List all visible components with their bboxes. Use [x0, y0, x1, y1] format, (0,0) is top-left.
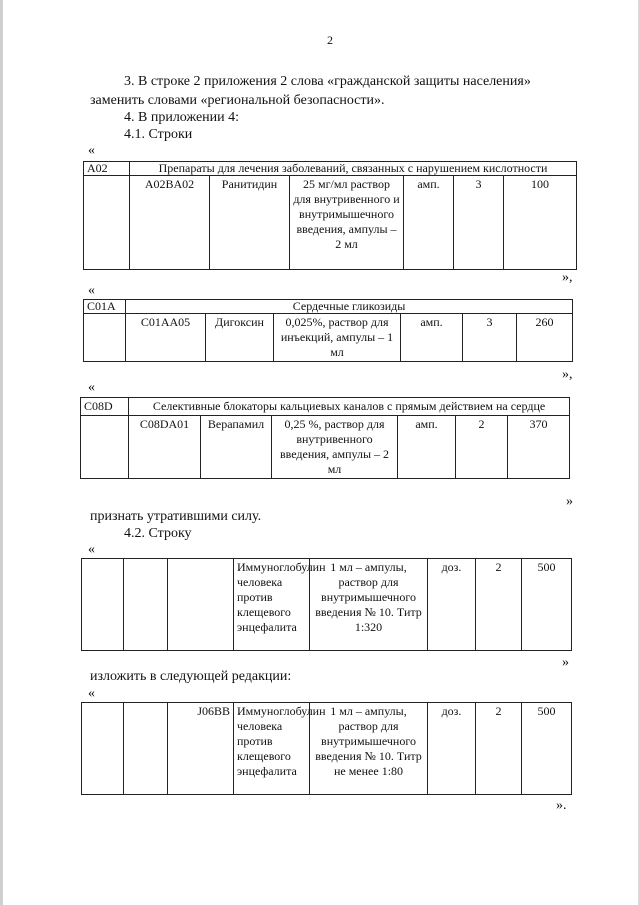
atc-code: C08DA01 [129, 416, 201, 479]
unit: доз. [428, 559, 476, 651]
paragraph-3-line-1: 3. В строке 2 приложения 2 слова «гражданской защиты населения» [124, 74, 531, 89]
price: 370 [508, 416, 570, 479]
close-quote-imm-new: ». [556, 798, 567, 813]
quantity: 3 [454, 176, 504, 270]
page-number: 2 [327, 33, 333, 47]
open-quote-a02: « [88, 143, 95, 158]
table-a02 [83, 161, 577, 270]
paragraph-4-2: 4.2. Строку [124, 526, 192, 541]
drug-name: Дигоксин [206, 314, 274, 362]
price: 500 [522, 559, 572, 651]
empty-cell [124, 703, 168, 795]
paragraph-3-line-2: заменить словами «региональной безопасности». [90, 93, 385, 108]
close-quote-a02: », [562, 270, 573, 285]
unit: амп. [404, 176, 454, 270]
dosage-form: 1 мл – ампулы, раствор для внутримышечного введения № 10. Титр 1:320 [310, 559, 428, 651]
group-name: Препараты для лечения заболеваний, связанных с нарушением кислотности [130, 162, 577, 176]
empty-cell [84, 314, 126, 362]
unit: доз. [428, 703, 476, 795]
text-restate: изложить в следующей редакции: [90, 669, 292, 684]
group-code: А02 [84, 162, 130, 176]
atc-code: A02BA02 [130, 176, 210, 270]
price: 100 [504, 176, 577, 270]
empty-cell [82, 703, 124, 795]
atc-code [168, 559, 234, 651]
open-quote-c01a: « [88, 283, 95, 298]
unit: амп. [398, 416, 456, 479]
table-c01a [83, 299, 573, 362]
dosage-form: 0,25 %, раствор для внутривенного введения, ампулы – 2 мл [272, 416, 398, 479]
empty-cell [124, 559, 168, 651]
price: 260 [517, 314, 573, 362]
paragraph-4: 4. В приложении 4: [124, 110, 240, 125]
price: 500 [522, 703, 572, 795]
group-code: C08D [81, 398, 129, 416]
close-quote-imm-old: » [562, 655, 569, 670]
open-quote-imm-new: « [88, 686, 95, 701]
open-quote-imm-old: « [88, 542, 95, 557]
group-name: Селективные блокаторы кальциевых каналов с прямым действием на сердце [129, 398, 570, 416]
group-name: Сердечные гликозиды [126, 300, 573, 314]
paragraph-4-1: 4.1. Строки [124, 127, 193, 142]
dosage-form: 25 мг/мл раствор для внутривенного и внутримышечного введения, ампулы – 2 мл [290, 176, 404, 270]
quantity: 2 [476, 559, 522, 651]
quantity: 3 [463, 314, 517, 362]
unit: амп. [401, 314, 463, 362]
close-quote-c01a: », [562, 367, 573, 382]
quantity: 2 [476, 703, 522, 795]
table-immunoglobulin-new [81, 702, 572, 795]
drug-name: Иммуноглобулин человека против клещевого энцефалита [234, 559, 310, 651]
drug-name: Верапамил [201, 416, 272, 479]
text-repealed: признать утратившими силу. [90, 509, 262, 524]
table-c08d [80, 397, 570, 479]
dosage-form: 1 мл – ампулы, раствор для внутримышечного введения № 10. Титр не менее 1:80 [310, 703, 428, 795]
quantity: 2 [456, 416, 508, 479]
drug-name: Иммуноглобулин человека против клещевого энцефалита [234, 703, 310, 795]
dosage-form: 0,025%, раствор для инъекций, ампулы – 1 мл [274, 314, 401, 362]
empty-cell [81, 416, 129, 479]
scan-edge-left [0, 0, 3, 905]
table-immunoglobulin-old [81, 558, 572, 651]
group-code: С01А [84, 300, 126, 314]
drug-name: Ранитидин [210, 176, 290, 270]
close-quote-c08d: » [566, 494, 573, 509]
atc-code: С01АА05 [126, 314, 206, 362]
open-quote-c08d: « [88, 380, 95, 395]
empty-cell [84, 176, 130, 270]
atc-code: J06BB [168, 703, 234, 795]
empty-cell [82, 559, 124, 651]
